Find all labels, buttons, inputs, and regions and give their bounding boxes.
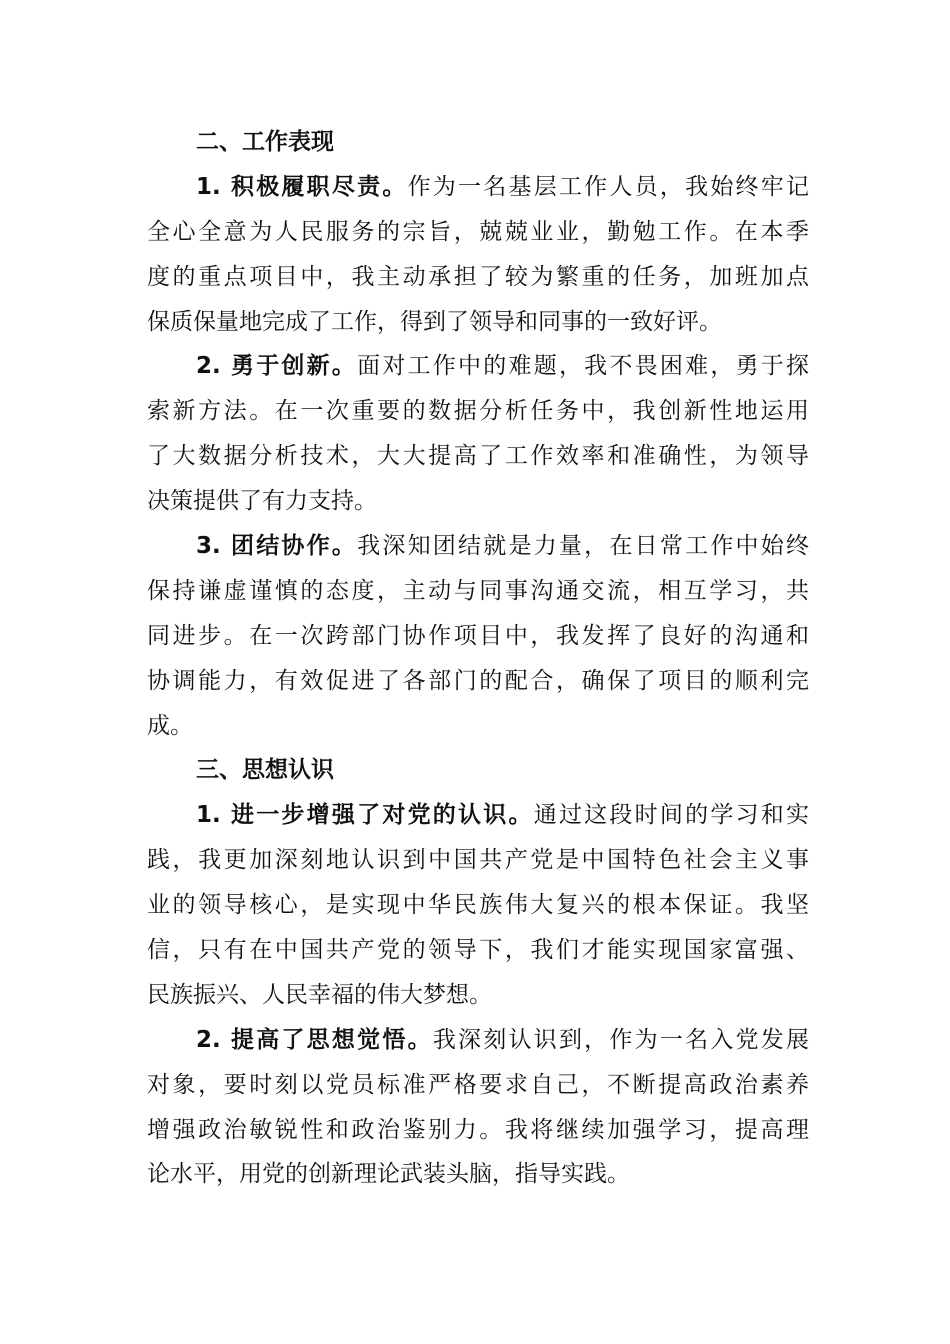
section-heading-work-performance: 二、工作表现 xyxy=(196,129,334,155)
paragraph-text: 面对工作中的难题，我不畏困难，勇于探 xyxy=(357,353,810,380)
paragraph-teamwork xyxy=(147,524,809,748)
paragraph-line: 协调能力，有效促进了各部门的配合，确保了项目的顺利完 xyxy=(147,667,809,694)
paragraph-lead: 2. 提高了思想觉悟。 xyxy=(196,1026,433,1053)
paragraph-line: 索新方法。在一次重要的数据分析任务中，我创新性地运用 xyxy=(147,398,809,425)
paragraph-line: 决策提供了有力支持。 xyxy=(147,488,377,515)
paragraph-text: 通过这段时间的学习和实 xyxy=(533,802,810,829)
paragraph-party-understanding xyxy=(147,793,809,1017)
paragraph-line: 了大数据分析技术，大大提高了工作效率和准确性，为领导 xyxy=(147,443,809,470)
section-heading-ideological-understanding: 三、思想认识 xyxy=(196,757,334,784)
paragraph-line: 保质保量地完成了工作，得到了领导和同事的一致好评。 xyxy=(147,308,722,335)
paragraph-lead: 1. 进一步增强了对党的认识。 xyxy=(196,802,534,829)
paragraph-innovation xyxy=(147,344,809,524)
paragraph-line: 增强政治敏锐性和政治鉴别力。我将继续加强学习，提高理 xyxy=(147,1116,809,1143)
paragraph-lead: 2. 勇于创新。 xyxy=(196,353,358,380)
paragraph-line: 成。 xyxy=(147,712,193,739)
paragraph-line: 民族振兴、人民幸福的伟大梦想。 xyxy=(147,981,492,1008)
paragraph-text: 我深知团结就是力量，在日常工作中始终 xyxy=(357,533,810,560)
paragraph-line: 全心全意为人民服务的宗旨，兢兢业业，勤勉工作。在本季 xyxy=(147,218,809,245)
paragraph-line: 保持谦虚谨慎的态度，主动与同事沟通交流，相互学习，共 xyxy=(147,577,809,604)
paragraph-line: 对象，要时刻以党员标准严格要求自己，不断提高政治素养 xyxy=(147,1071,809,1098)
paragraph-ideological-awareness xyxy=(147,1018,809,1198)
paragraph-lead: 1. 积极履职尽责。 xyxy=(196,173,408,200)
paragraph-text: 作为一名基层工作人员，我始终牢记 xyxy=(407,173,810,200)
paragraph-line: 度的重点项目中，我主动承担了较为繁重的任务，加班加点 xyxy=(147,263,809,290)
paragraph-line: 同进步。在一次跨部门协作项目中，我发挥了良好的沟通和 xyxy=(147,622,809,649)
paragraph-lead: 3. 团结协作。 xyxy=(196,533,358,560)
paragraph-line: 践，我更加深刻地认识到中国共产党是中国特色社会主义事 xyxy=(147,847,809,874)
paragraph-text: 我深刻认识到，作为一名入党发展 xyxy=(432,1026,810,1053)
paragraph-duty xyxy=(147,165,809,345)
paragraph-line: 论水平，用党的创新理论武装头脑，指导实践。 xyxy=(147,1161,630,1188)
paragraph-line: 信，只有在中国共产党的领导下，我们才能实现国家富强、 xyxy=(147,937,809,964)
document-page xyxy=(147,120,809,1197)
paragraph-line: 业的领导核心，是实现中华民族伟大复兴的根本保证。我坚 xyxy=(147,892,809,919)
